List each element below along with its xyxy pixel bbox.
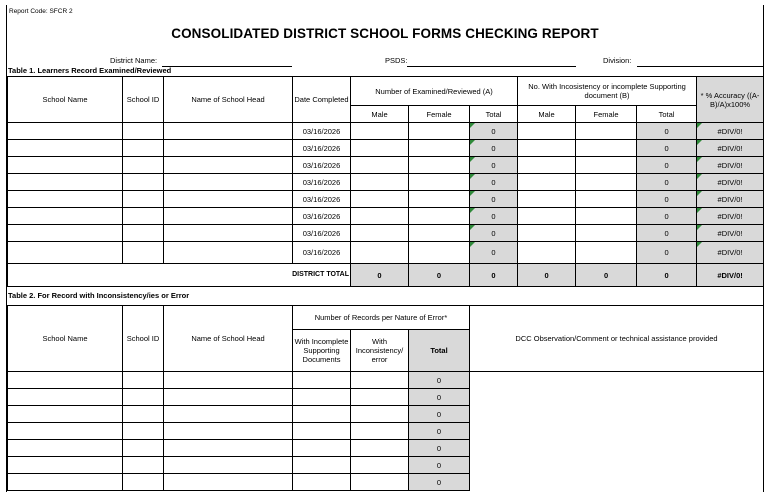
cell2-school-head[interactable] (164, 423, 293, 440)
cell-male-b[interactable] (518, 123, 576, 140)
report-code: Report Code: SFCR 2 (9, 8, 73, 15)
cell2-school-id[interactable] (123, 372, 164, 389)
cell-school-id[interactable] (123, 225, 164, 242)
cell2-inconsistency[interactable] (351, 474, 409, 491)
cell2-school-id[interactable] (123, 440, 164, 457)
cell-school-name[interactable] (8, 140, 123, 157)
cell-school-head[interactable] (164, 140, 293, 157)
cell-female-a[interactable] (409, 123, 470, 140)
cell-female-b[interactable] (576, 157, 637, 174)
cell-male-b[interactable] (518, 242, 576, 264)
cell2-school-head[interactable] (164, 440, 293, 457)
table-row (8, 140, 764, 157)
cell-male-b[interactable] (518, 191, 576, 208)
cell-male-b[interactable] (518, 157, 576, 174)
cell2-incomplete[interactable] (293, 389, 351, 406)
cell-school-name[interactable] (8, 174, 123, 191)
cell-total-b: 0 (637, 174, 697, 191)
cell-school-head[interactable] (164, 174, 293, 191)
cell2-total: 0 (409, 423, 470, 440)
col-accuracy: * % Accuracy ((A-B)/A)x100% (697, 77, 764, 123)
total-female-a: 0 (409, 264, 470, 287)
col-school-name: School Name (8, 77, 123, 123)
cell2-total: 0 (409, 389, 470, 406)
table2-caption: Table 2. For Record with Inconsistency/ies or Error (8, 291, 190, 300)
col-school-id: School ID (123, 77, 164, 123)
cell2-school-name[interactable] (8, 389, 123, 406)
col-date-completed: Date Completed (293, 77, 351, 123)
district-name-field[interactable] (162, 66, 292, 67)
cell-accuracy: #DIV/0! (697, 191, 764, 208)
report-title: CONSOLIDATED DISTRICT SCHOOL FORMS CHECKING REPORT (171, 26, 599, 41)
table-row (8, 242, 764, 264)
cell2-inconsistency[interactable] (351, 406, 409, 423)
cell2-incomplete[interactable] (293, 372, 351, 389)
cell-accuracy: #DIV/0! (697, 123, 764, 140)
cell-accuracy: #DIV/0! (697, 174, 764, 191)
cell-total-a: 0 (470, 191, 518, 208)
cell-female-a[interactable] (409, 191, 470, 208)
table-row (8, 123, 764, 140)
cell-accuracy: #DIV/0! (697, 157, 764, 174)
cell-male-a[interactable] (351, 157, 409, 174)
psds-label: PSDS: (385, 56, 408, 65)
col2-total: Total (409, 330, 470, 372)
cell-school-head[interactable] (164, 242, 293, 264)
cell-total-a: 0 (470, 174, 518, 191)
cell2-total: 0 (409, 440, 470, 457)
cell-date[interactable]: 03/16/2026 (293, 191, 351, 208)
cell-female-b[interactable] (576, 208, 637, 225)
total-male-b: 0 (518, 264, 576, 287)
cell2-incomplete[interactable] (293, 474, 351, 491)
cell2-inconsistency[interactable] (351, 372, 409, 389)
col2-school-name: School Name (8, 306, 123, 372)
cell-male-b[interactable] (518, 174, 576, 191)
cell-school-id[interactable] (123, 157, 164, 174)
cell-female-b[interactable] (576, 140, 637, 157)
cell-school-head[interactable] (164, 191, 293, 208)
col2-error-group: Number of Records per Nature of Error* (293, 306, 470, 330)
district-name-label: District Name: (110, 56, 158, 65)
cell-male-a[interactable] (351, 140, 409, 157)
cell2-school-name[interactable] (8, 440, 123, 457)
cell-male-a[interactable] (351, 208, 409, 225)
cell2-incomplete[interactable] (293, 423, 351, 440)
cell-female-a[interactable] (409, 174, 470, 191)
cell-female-a[interactable] (409, 208, 470, 225)
cell-school-id[interactable] (123, 191, 164, 208)
cell-date[interactable]: 03/16/2026 (293, 242, 351, 264)
cell-school-head[interactable] (164, 123, 293, 140)
cell-accuracy: #DIV/0! (697, 140, 764, 157)
cell2-school-name[interactable] (8, 457, 123, 474)
cell-accuracy: #DIV/0! (697, 242, 764, 264)
cell-school-id[interactable] (123, 208, 164, 225)
cell-female-a[interactable] (409, 157, 470, 174)
cell-school-name[interactable] (8, 191, 123, 208)
psds-field[interactable] (407, 66, 576, 67)
col-male-a: Male (351, 106, 409, 123)
learners-record-table (7, 76, 764, 287)
col-inconsistency-group: No. With Incosistency or incomplete Supporting document (B) (518, 77, 697, 106)
cell-male-a[interactable] (351, 191, 409, 208)
cell-school-id[interactable] (123, 140, 164, 157)
cell2-school-name[interactable] (8, 474, 123, 491)
error-record-table (7, 305, 764, 491)
cell-date[interactable]: 03/16/2026 (293, 123, 351, 140)
cell2-school-id[interactable] (123, 389, 164, 406)
cell-total-b: 0 (637, 242, 697, 264)
cell-total-b: 0 (637, 208, 697, 225)
cell2-inconsistency[interactable] (351, 440, 409, 457)
cell-male-a[interactable] (351, 242, 409, 264)
total-accuracy: #DIV/0! (697, 264, 764, 287)
cell-school-name[interactable] (8, 123, 123, 140)
total-total-b: 0 (637, 264, 697, 287)
cell-female-b[interactable] (576, 225, 637, 242)
cell2-school-id[interactable] (123, 406, 164, 423)
cell-male-a[interactable] (351, 123, 409, 140)
cell-male-b[interactable] (518, 225, 576, 242)
cell2-school-id[interactable] (123, 457, 164, 474)
col-school-head: Name of School Head (164, 77, 293, 123)
cell-school-name[interactable] (8, 225, 123, 242)
cell-accuracy: #DIV/0! (697, 208, 764, 225)
cell2-school-head[interactable] (164, 406, 293, 423)
table-row (8, 157, 764, 174)
district-total-label: DISTRICT TOTAL (8, 264, 351, 287)
table1-caption: Table 1. Learners Record Examined/Reviewed (8, 66, 172, 75)
report-sheet (6, 5, 764, 492)
cell-total-a: 0 (470, 123, 518, 140)
cell2-school-name[interactable] (8, 406, 123, 423)
cell-date[interactable]: 03/16/2026 (293, 225, 351, 242)
cell2-school-name[interactable] (8, 423, 123, 440)
cell-school-id[interactable] (123, 123, 164, 140)
cell2-inconsistency[interactable] (351, 389, 409, 406)
cell-female-b[interactable] (576, 174, 637, 191)
cell2-observation[interactable] (470, 372, 764, 491)
cell-female-a[interactable] (409, 140, 470, 157)
cell-total-b: 0 (637, 191, 697, 208)
cell-school-head[interactable] (164, 157, 293, 174)
cell2-incomplete[interactable] (293, 457, 351, 474)
cell2-school-head[interactable] (164, 372, 293, 389)
cell-male-b[interactable] (518, 140, 576, 157)
total-total-a: 0 (470, 264, 518, 287)
col2-school-head: Name of School Head (164, 306, 293, 372)
table-row (8, 225, 764, 242)
col2-inconsistency: With Inconsistency/ error (351, 330, 409, 372)
col-female-b: Female (576, 106, 637, 123)
cell-date[interactable]: 03/16/2026 (293, 208, 351, 225)
cell-school-head[interactable] (164, 225, 293, 242)
cell2-school-name[interactable] (8, 372, 123, 389)
cell2-school-id[interactable] (123, 474, 164, 491)
cell-male-b[interactable] (518, 208, 576, 225)
cell2-inconsistency[interactable] (351, 457, 409, 474)
table-row (8, 191, 764, 208)
cell-date[interactable]: 03/16/2026 (293, 157, 351, 174)
cell2-school-id[interactable] (123, 423, 164, 440)
cell2-school-head[interactable] (164, 457, 293, 474)
cell-total-a: 0 (470, 242, 518, 264)
total-male-a: 0 (351, 264, 409, 287)
cell-female-b[interactable] (576, 123, 637, 140)
cell2-school-head[interactable] (164, 389, 293, 406)
cell-total-a: 0 (470, 157, 518, 174)
col-total-b: Total (637, 106, 697, 123)
cell-date[interactable]: 03/16/2026 (293, 140, 351, 157)
district-total-row (8, 264, 764, 287)
cell-school-name[interactable] (8, 157, 123, 174)
total-female-b: 0 (576, 264, 637, 287)
col-examined-group: Number of Examined/Reviewed (A) (351, 77, 518, 106)
cell-school-name[interactable] (8, 208, 123, 225)
cell-male-a[interactable] (351, 225, 409, 242)
col2-incomplete: With Incomplete Supporting Documents (293, 330, 351, 372)
cell2-total: 0 (409, 457, 470, 474)
cell-school-id[interactable] (123, 242, 164, 264)
cell-total-b: 0 (637, 123, 697, 140)
cell-total-b: 0 (637, 157, 697, 174)
col-total-a: Total (470, 106, 518, 123)
cell2-total: 0 (409, 474, 470, 491)
table-row (8, 208, 764, 225)
col-male-b: Male (518, 106, 576, 123)
cell2-incomplete[interactable] (293, 406, 351, 423)
cell-total-a: 0 (470, 208, 518, 225)
table-row (8, 372, 764, 389)
cell2-total: 0 (409, 372, 470, 389)
table-row (8, 174, 764, 191)
cell-school-id[interactable] (123, 174, 164, 191)
col-female-a: Female (409, 106, 470, 123)
cell-date[interactable]: 03/16/2026 (293, 174, 351, 191)
cell-total-b: 0 (637, 140, 697, 157)
cell-female-a[interactable] (409, 242, 470, 264)
cell-accuracy: #DIV/0! (697, 225, 764, 242)
cell-male-a[interactable] (351, 174, 409, 191)
cell-total-b: 0 (637, 225, 697, 242)
cell2-total: 0 (409, 406, 470, 423)
cell-female-b[interactable] (576, 191, 637, 208)
cell2-school-head[interactable] (164, 474, 293, 491)
col2-school-id: School ID (123, 306, 164, 372)
cell2-inconsistency[interactable] (351, 423, 409, 440)
cell-school-name[interactable] (8, 242, 123, 264)
cell2-incomplete[interactable] (293, 440, 351, 457)
cell-female-a[interactable] (409, 225, 470, 242)
col2-observation: DCC Observation/Comment or technical assistance provided (470, 306, 764, 372)
division-label: Division: (603, 56, 632, 65)
division-field[interactable] (637, 66, 763, 67)
cell-female-b[interactable] (576, 242, 637, 264)
cell-total-a: 0 (470, 225, 518, 242)
cell-school-head[interactable] (164, 208, 293, 225)
cell-total-a: 0 (470, 140, 518, 157)
